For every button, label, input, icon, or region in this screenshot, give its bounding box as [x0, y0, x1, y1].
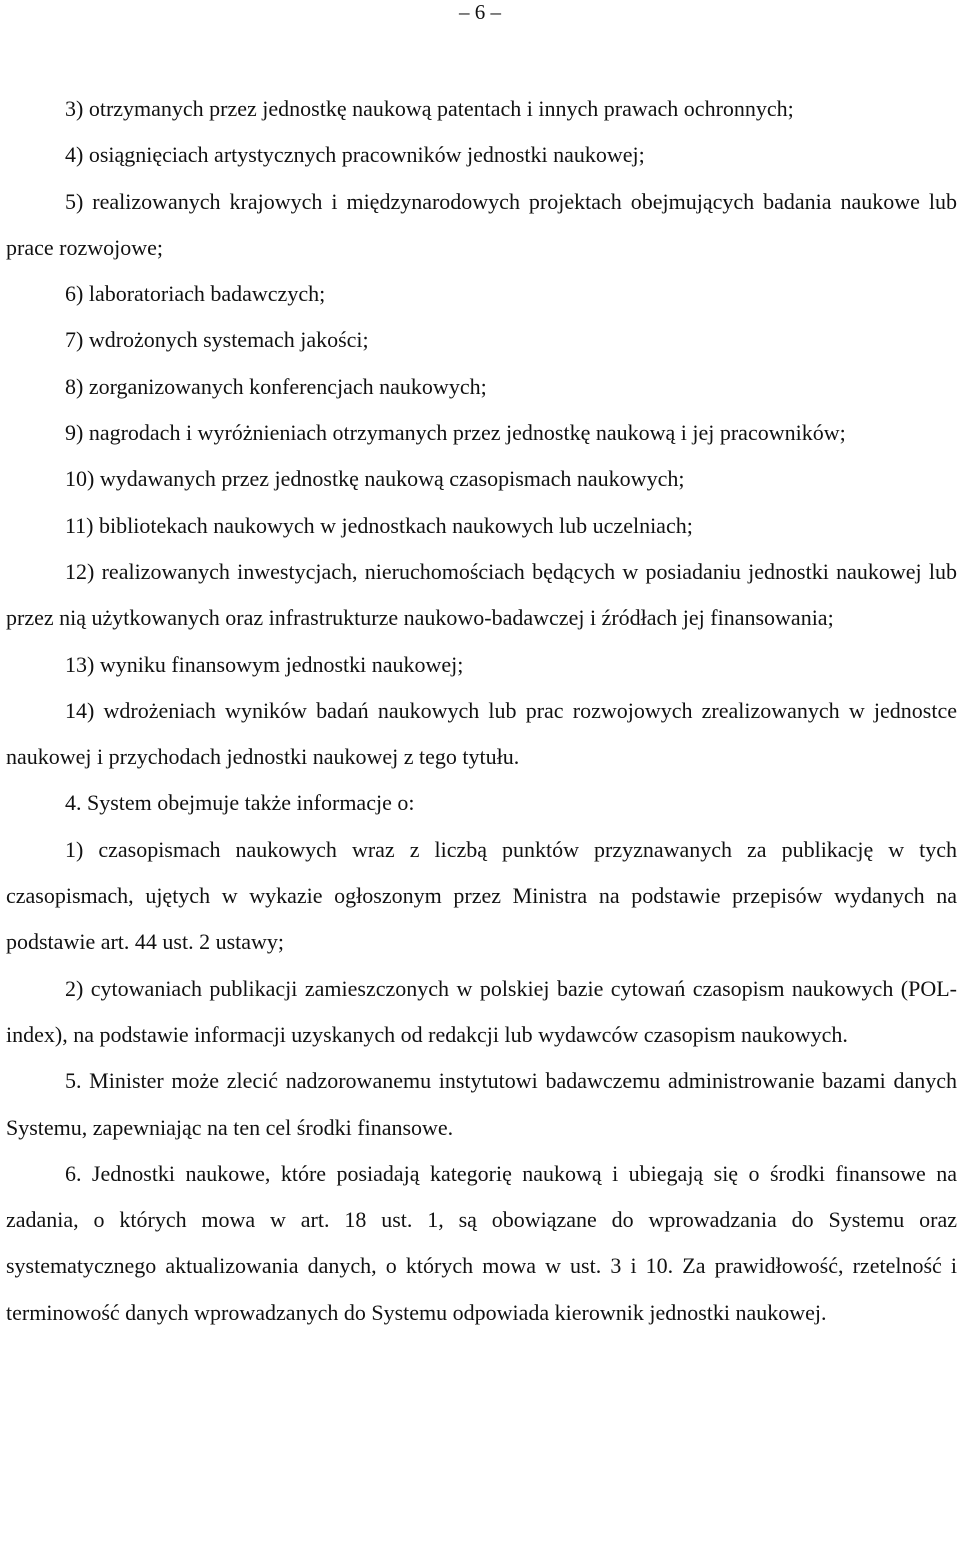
list-item-14: 14) wdrożeniach wyników badań naukowych lub prac rozwojowych zrealizowanych w jednostce naukowej i przychodach jednostki naukowej z tego tytułu.: [6, 697, 957, 770]
list-item-5: 5) realizowanych krajowych i międzynarodowych projektach obejmujących badania naukowe lub prace rozwojowe;: [6, 188, 957, 260]
section-5: 5. Minister może zlecić nadzorowanemu instytutowi badawczemu administrowanie bazami danych Systemu, zapewniając na ten cel środki finansowe.: [6, 1068, 957, 1140]
section-4-item-2: 2) cytowaniach publikacji zamieszczonych w polskiej bazie cytowań czasopism naukowych (POL-index), na podstawie informacji uzyskanych od redakcji lub wydawców czasopism naukowych.: [6, 975, 957, 1047]
section-4-item-1: 1) czasopismach naukowych wraz z liczbą punktów przyznawanych za publikację w tych czasopismach, ujętych w wykazie ogłoszonym przez Ministra na podstawie przepisów wydanych na podstawie art. 44 ust. 2 ustawy;: [6, 836, 957, 955]
list-item-13: 13) wyniku finansowym jednostki naukowej;: [65, 651, 464, 677]
list-item-8: 8) zorganizowanych konferencjach naukowych;: [65, 373, 487, 399]
section-6: 6. Jednostki naukowe, które posiadają kategorię naukową i ubiegają się o środki finansowe na zadania, o których mowa w art. 18 ust. 1, są obowiązane do wprowadzania do Systemu oraz systematycznego aktualizowania danych, o których mowa w ust. 3 i 10. Za prawidłowość, rzetelność i terminowość danych wprowadzanych do Systemu odpowiada kierownik jednostki naukowej.: [6, 1160, 957, 1325]
list-item-11: 11) bibliotekach naukowych w jednostkach naukowych lub uczelniach;: [65, 512, 693, 538]
list-item-4: 4) osiągnięciach artystycznych pracowników jednostki naukowej;: [65, 142, 645, 168]
section-4-intro: 4. System obejmuje także informacje o:: [65, 790, 415, 816]
document-body: [6, 86, 957, 1336]
list-item-3: 3) otrzymanych przez jednostkę naukową patentach i innych prawach ochronnych;: [65, 96, 794, 121]
list-item-6: 6) laboratoriach badawczych;: [65, 281, 326, 307]
list-item-7: 7) wdrożonych systemach jakości;: [65, 327, 369, 353]
page-number: – 6 –: [459, 0, 501, 24]
list-item-12: 12) realizowanych inwestycjach, nieruchomościach będących w posiadaniu jednostki naukowej lub przez nią użytkowanych oraz infrastrukturze naukowo-badawczej i źródłach jej finansowania;: [6, 558, 957, 631]
list-item-9: 9) nagrodach i wyróżnieniach otrzymanych przez jednostkę naukową i jej pracowników;: [65, 420, 846, 446]
list-item-10: 10) wydawanych przez jednostkę naukową czasopismach naukowych;: [65, 466, 685, 492]
